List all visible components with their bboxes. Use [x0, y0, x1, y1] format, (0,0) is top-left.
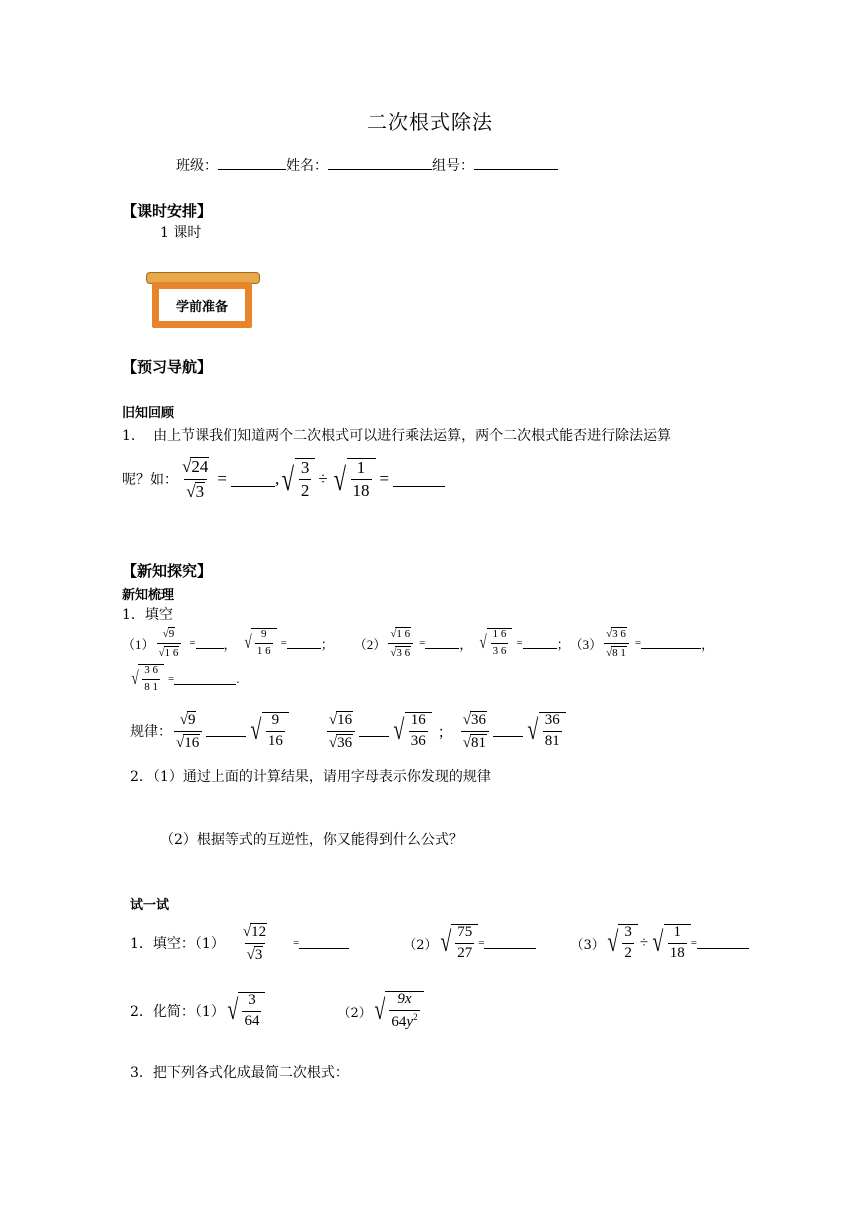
pre-study-badge — [146, 272, 258, 332]
class-blank[interactable] — [218, 155, 286, 170]
try-question-1: 1．填空：（1） √12 √3 = （2） √ $\frac{75}{27}$ = （3） √ $\frac{3}{2}$ ÷ √ $\frac{1}{18}$ = — [130, 918, 749, 968]
review-question-1 — [122, 425, 671, 445]
rule-root-2: √ $\frac{16}{36}$ — [391, 712, 432, 750]
simplify-root-9x-64y2: √ $\frac{9x}{64y^2}$ — [372, 991, 424, 1031]
rule-blank-3[interactable] — [493, 726, 523, 737]
blank-2a[interactable] — [425, 638, 459, 649]
class-label: 班级： — [176, 158, 218, 174]
rule-fraction-2: √16 √36 — [327, 711, 355, 752]
simplify-root-3-64: √ $\frac{3}{64}$ — [225, 992, 266, 1030]
question-2-part-1: 2．（1）通过上面的计算结果，请用字母表示你发现的规律 — [130, 769, 491, 785]
sqrt-1-over-18: √ $\frac{1}{18}$ — [331, 458, 376, 500]
subheading-knowledge: 新知梳理 — [122, 588, 175, 603]
blank-3b[interactable] — [174, 674, 236, 685]
rule-blank-1[interactable] — [206, 726, 246, 737]
try-question-2: 2．化简：（1） √ $\frac{3}{64}$ （2） √ $\frac{9x}{64y^2}$ — [130, 986, 424, 1036]
fraction-sqrt16-sqrt36: $\frac{√1 6}{√3 6}$ — [388, 627, 413, 659]
rule-root-3: √ $\frac{36}{81}$ — [525, 712, 566, 750]
sqrt-16-over-36: √ $\frac{1 6}{3 6}$ — [478, 628, 512, 657]
rule-row: 规律： √9 √16 √ $\frac{9}{16}$ √16 √36 √ $\frac{16}{36}$ ； √36 √81 √ $\frac{36}{81}$ — [130, 706, 566, 756]
blank-1b[interactable] — [287, 638, 321, 649]
student-info-row — [176, 155, 558, 175]
try-blank-1[interactable] — [299, 938, 349, 949]
blank-2b[interactable] — [523, 638, 557, 649]
group-blank[interactable] — [474, 155, 558, 170]
name-blank[interactable] — [328, 155, 432, 170]
rule-blank-2[interactable] — [359, 726, 389, 737]
rule-label: 规律： — [130, 724, 172, 740]
subheading-try: 试一试 — [130, 898, 170, 913]
subheading-review: 旧知回顾 — [122, 406, 175, 421]
sqrt-3-over-2: √ $\frac{3}{2}$ — [279, 458, 315, 500]
fraction-sqrt36-sqrt81: $\frac{√3 6}{√8 1}$ — [604, 627, 629, 659]
section-heading-schedule: 【课时安排】 — [122, 202, 213, 220]
section-heading-explore: 【新知探究】 — [122, 562, 213, 580]
try-blank-2[interactable] — [484, 938, 536, 949]
question-lead: 呢？如： — [122, 472, 178, 488]
fill-blank-heading: 1．填空 — [122, 607, 173, 623]
try-blank-3[interactable] — [697, 938, 749, 949]
rule-fraction-3: √36 √81 — [461, 711, 489, 752]
schedule-content: 1 课时 — [160, 225, 202, 241]
group-label: 组号： — [432, 158, 474, 174]
try-root-75-27: √ $\frac{75}{27}$ — [438, 924, 479, 962]
answer-blank-1[interactable] — [231, 472, 275, 487]
question-2-part-2: （2）根据等式的互逆性，你又能得到什么公式？ — [160, 832, 463, 848]
sqrt-36-over-81: √ $\frac{3 6}{8 1}$ — [130, 664, 164, 693]
badge-label: 学前准备 — [159, 289, 245, 321]
question-text: 由上节课我们知道两个二次根式可以进行乘法运算，两个二次根式能否进行除法运算 — [153, 428, 672, 444]
try-root-1-18: √ $\frac{1}{18}$ — [650, 924, 691, 962]
review-equation-row: 呢？如： $\frac{√24}{√3}$ = , √ $\frac{3}{2}$ ÷ √ $\frac{1}{18}$ = — [122, 454, 445, 504]
try-fraction-sqrt12-sqrt3: √12 √3 — [242, 923, 267, 963]
sqrt-9-over-16: √ $\frac{9}{1 6}$ — [243, 628, 277, 657]
fill-blank-row-1: （1） $\frac{√9}{√1 6}$ = ， √ $\frac{9}{1 6}$ = ； （2） $\frac{√1 6}{√3 6}$ = ， √ $\frac{1 6}{3 6}$ = ； （3） $\frac{√3 6}{√8 1}$ = ， — [122, 627, 715, 659]
fill-blank-row-2: √ $\frac{3 6}{8 1}$ = . — [131, 664, 240, 693]
try-root-3-2: √ $\frac{3}{2}$ — [605, 924, 638, 962]
blank-3a[interactable] — [641, 638, 701, 649]
fraction-sqrt9-sqrt16: $\frac{√9}{√1 6}$ — [157, 627, 182, 659]
fraction-sqrt24-sqrt3: $\frac{√24}{√3}$ — [182, 456, 209, 501]
page-title: 二次根式除法 — [367, 110, 493, 134]
try-question-3: 3．把下列各式化成最简二次根式： — [130, 1065, 349, 1081]
name-label: 姓名： — [286, 158, 328, 174]
rule-root-1: √ $\frac{9}{16}$ — [248, 712, 289, 750]
rule-fraction-1: √9 √16 — [174, 711, 202, 752]
blank-1a[interactable] — [196, 638, 224, 649]
section-heading-preview: 【预习导航】 — [122, 358, 213, 376]
question-number: 1. — [122, 428, 136, 444]
answer-blank-2[interactable] — [393, 472, 445, 487]
